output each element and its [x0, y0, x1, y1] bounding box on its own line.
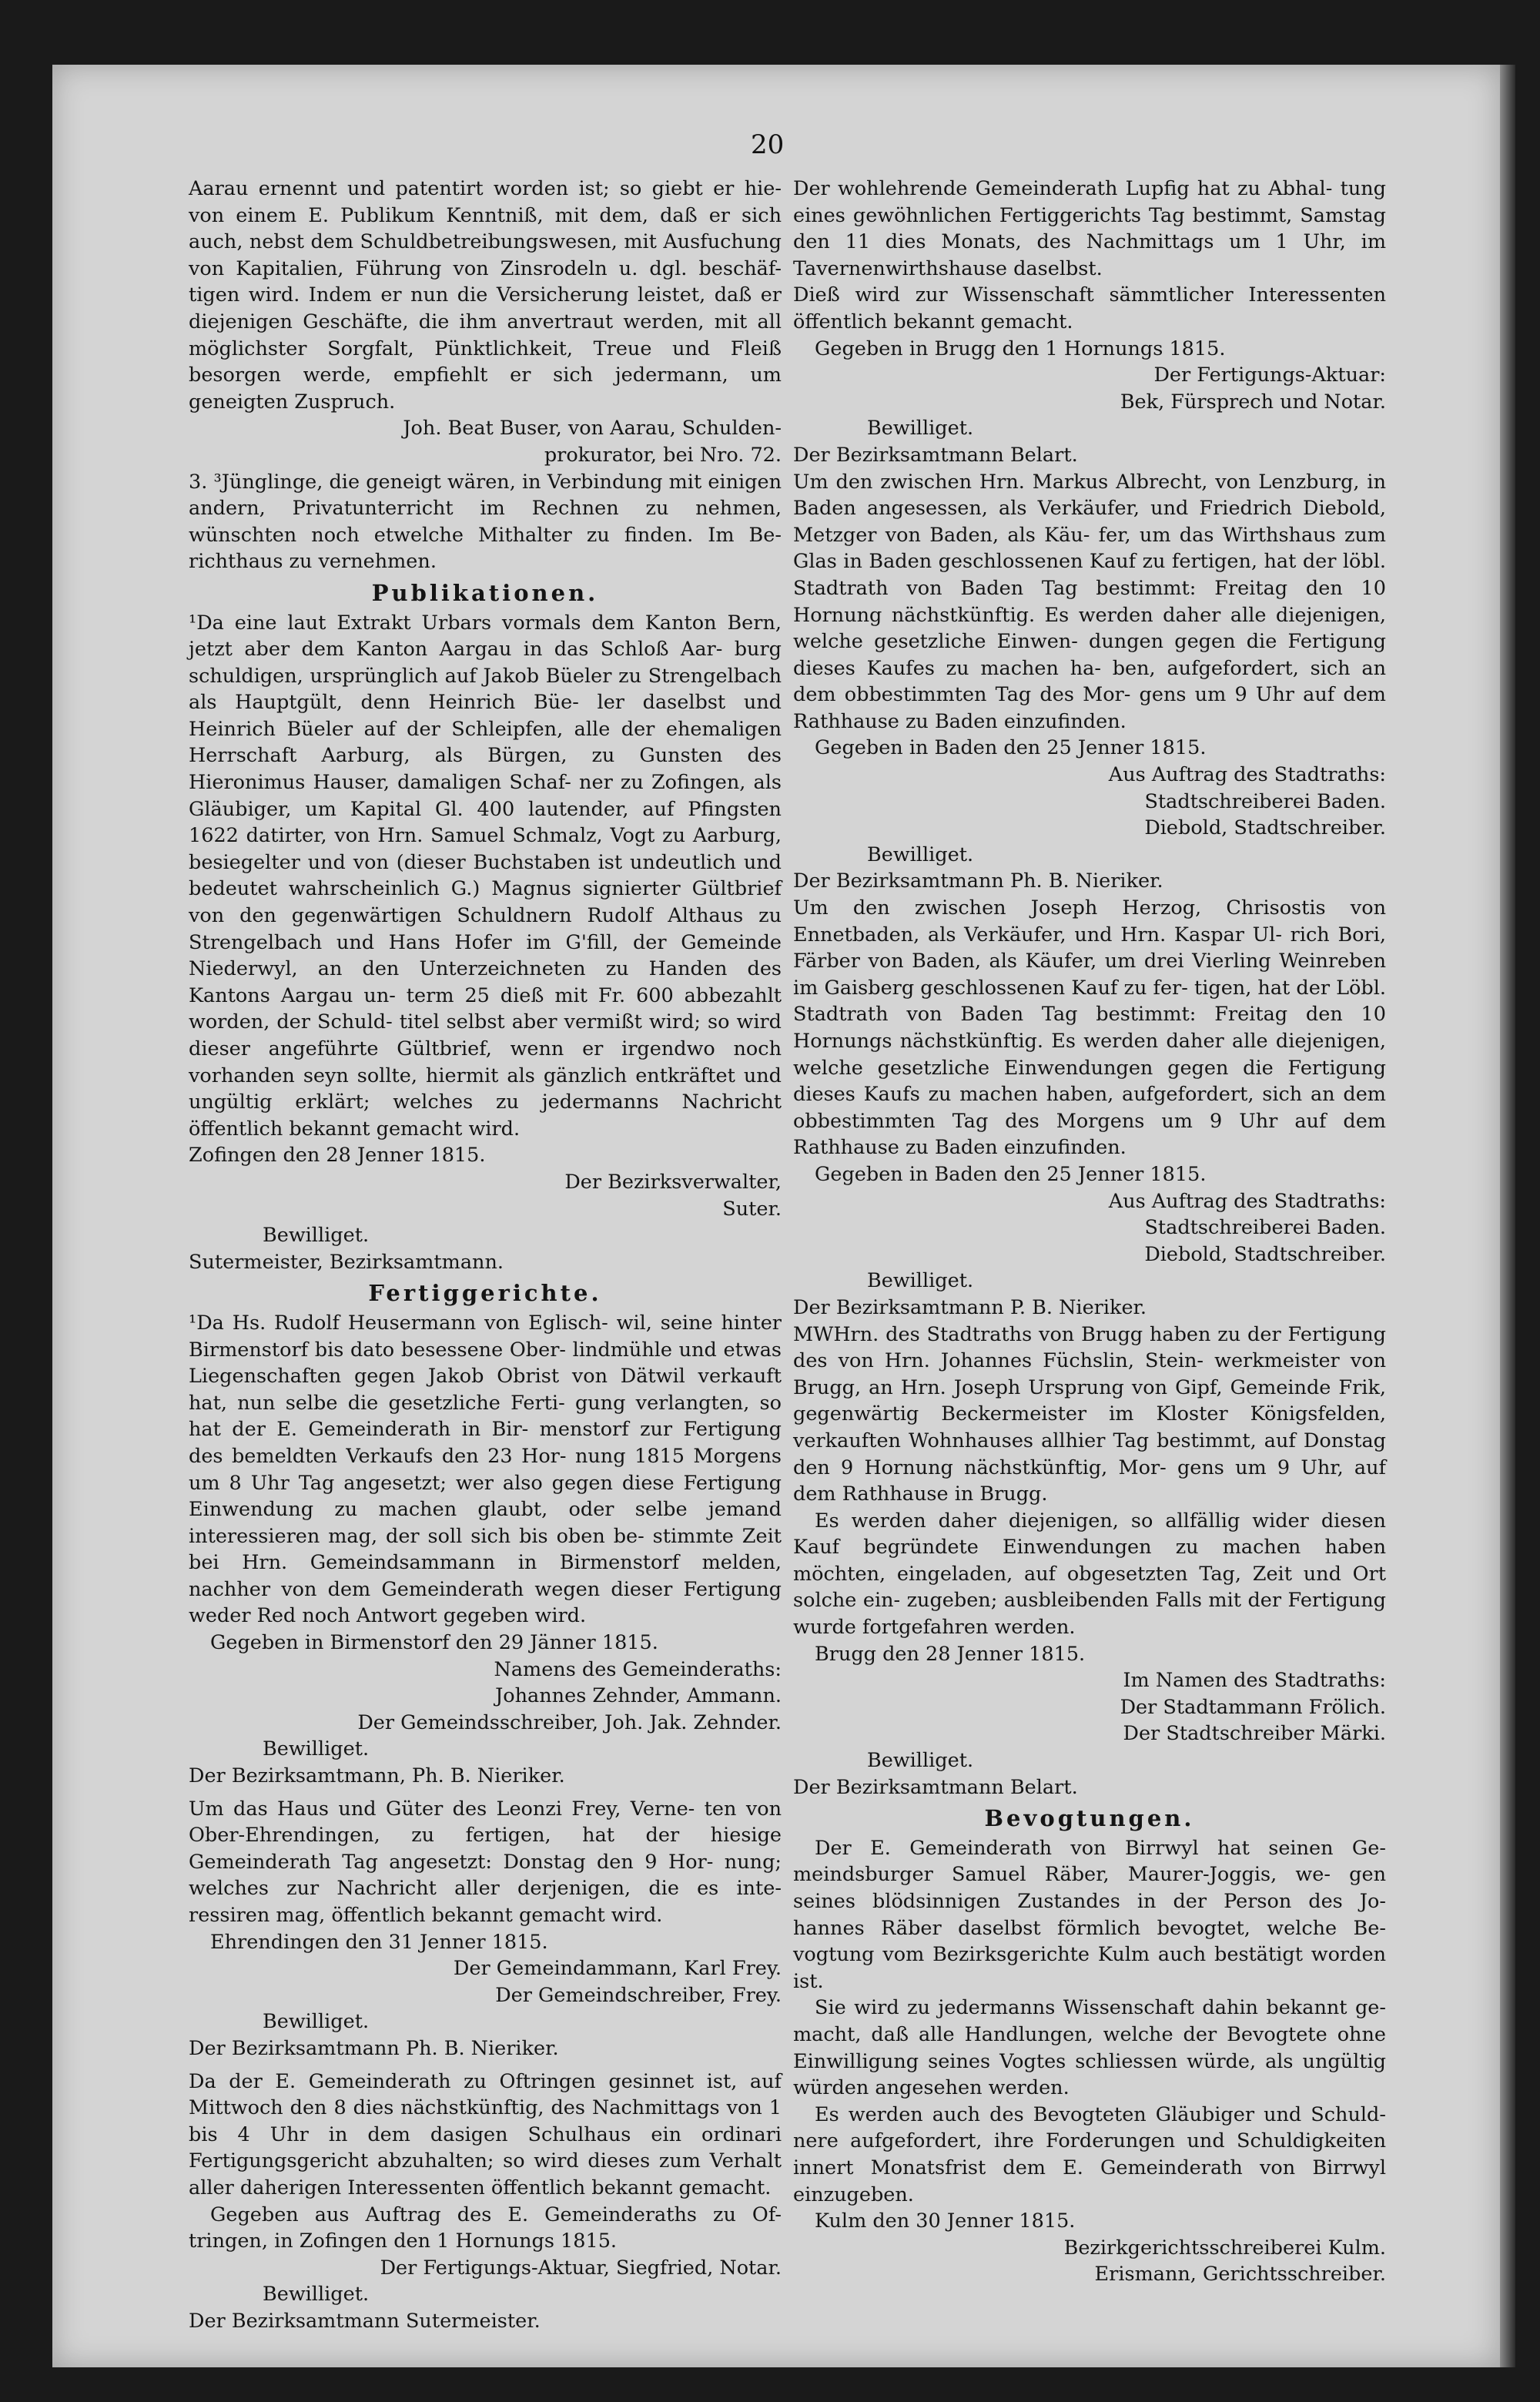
paragraph: MWHrn. des Stadtraths von Brugg haben zu der Fertigung des von Hrn. Johannes Füchslin, Stein- werkmeister von Brugg, an Hrn. Joseph Ursprung von Gipf, Gemeinde Frik, gegenwärtig Beckermeister im Kloster Königsfelden, verkauften Wohnhauses allhier Tag bestimmt, auf Donstag den 9 Hornung nächstkünftig, Mor- gens um 9 Uhr, auf dem Rathhause in Brugg. [793, 1322, 1386, 1506]
signature-line: Aus Auftrag des Stadtraths: [1108, 763, 1386, 787]
paragraph: Um das Haus und Güter des Leonzi Frey, Verne- ten von Ober-Ehrendingen, zu fertigen, hat der hiesige Gemeinderath Tag angesetzt: Donstag den 9 Hor- nung; welches zur Nachricht aller derjenigen, die es inte- ressiren mag, öffentlich bekannt gemacht wird. [189, 1797, 782, 1927]
signature-line: Der Fertigungs-Aktuar, Siegfried, Notar. [380, 2256, 782, 2280]
approval-line: Bewilliget. [867, 1269, 974, 1293]
paragraph: Gegeben in Brugg den 1 Hornungs 1815. [815, 337, 1226, 360]
paragraph: Gegeben aus Auftrag des E. Gemeinderaths zu Of- tringen, in Zofingen den 1 Hornungs 1815. [189, 2203, 782, 2253]
paragraph: Brugg den 28 Jenner 1815. [815, 1642, 1086, 1666]
spacer [189, 1790, 782, 1796]
paragraph: ¹Da Hs. Rudolf Heusermann von Eglisch- wil, seine hinter Birmenstorf bis dato besessene Ober- lindmühle und etwas Liegenschaften gegen Jakob Obrist von Dätwil verkauft hat, nun selbe die gesetzliche Ferti- gung verlangten, so hat der E. Gemeinderath in Bir- menstorf zur Fertigung des bemeldten Verkaufs den 23 Hor- nung 1815 Morgens um 8 Uhr Tag angesetzt; wer also gegen diese Fertigung Einwendung zu machen glaubt, oder selbe jemand interessieren mag, der soll sich bis oben be- stimmte Zeit bei Hrn. Gemeindsammann in Birmenstorf melden, nachher von dem Gemeinderath wegen dieser Fertigung weder Red noch Antwort gegeben wird. [189, 1311, 782, 1628]
paragraph: Ehrendingen den 31 Jenner 1815. [210, 1930, 548, 1954]
signature-line: Johannes Zehnder, Ammann. [495, 1684, 782, 1708]
signature-line: Der Gemeindammann, Karl Frey. [453, 1957, 782, 1981]
approval-line: Bewilliget. [867, 1749, 974, 1773]
signature-line: Im Namen des Stadtraths: [1123, 1669, 1386, 1693]
paragraph: Es werden auch des Bevogteten Gläubiger und Schuld- nere aufgefordert, ihre Forderungen und Schuldigkeiten innert Monatsfrist dem E. Gemeinderath von Birrwyl einzugeben. [793, 2102, 1386, 2206]
paragraph: Zofingen den 28 Jenner 1815. [189, 1144, 486, 1167]
page-edge-shadow [1500, 65, 1515, 2367]
signature-line: Der Bezirksverwalter, [564, 1170, 782, 1194]
signature-line: Der Stadtammann Frölich. [1120, 1695, 1386, 1719]
approval-line: Bewilliget. [263, 1737, 370, 1761]
paragraph: Gegeben in Baden den 25 Jenner 1815. [815, 736, 1207, 760]
signature-line: Stadtschreiberei Baden. [1144, 1216, 1386, 1240]
paragraph: Der Bezirksamtmann Belart. [793, 443, 1078, 467]
approval-line: Bewilliget. [263, 1224, 370, 1248]
left-column [189, 176, 782, 2335]
approval-line: Bewilliget. [867, 417, 974, 441]
signature-line: Bek, Fürsprech und Notar. [1120, 390, 1386, 414]
signature-line: Der Gemeindsschreiber, Joh. Jak. Zehnder. [357, 1710, 782, 1734]
paragraph: Der Bezirksamtmann Belart. [793, 1775, 1078, 1799]
paragraph: Um den zwischen Joseph Herzog, Chrisostis von Ennetbaden, als Verkäufer, und Hrn. Kaspar Ul- rich Bori, Färber von Baden, als Käufer, um drei Vierling Weinreben im Gaisberg geschlossenen Kauf zu fer- tigen, hat der Löbl. Stadtrath von Baden Tag bestimmt: Freitag den 10 Hornungs nächstkünftig. Es werden daher alle diejenigen, welche gesetzliche Einwendungen gegen die Fertigung dieses Kaufs zu machen haben, aufgefordert, sich an dem obbestimmten Tag des Morgens um 9 Uhr auf dem Rathhause zu Baden einzufinden. [793, 896, 1386, 1160]
paragraph: Der E. Gemeinderath von Birrwyl hat seinen Ge- meindsburger Samuel Räber, Maurer-Joggis, we- gen seines blödsinnigen Zustandes in der Person des Jo- hannes Räber daselbst förmlich bevogtet, welche Be- vogtung vom Bezirksgerichte Kulm auch bestätigt worden ist. [793, 1836, 1386, 1993]
paragraph: Gegeben in Birmenstorf den 29 Jänner 1815. [210, 1631, 658, 1655]
signature-line: Joh. Beat Buser, von Aarau, Schulden- [403, 417, 782, 441]
paragraph: 3. ³Jünglinge, die geneigt wären, in Verbindung mit einigen andern, Privatunterricht im Rechnen zu nehmen, wünschten noch etwelche Mithalter zu finden. Im Be- richthaus zu vernehmen. [189, 470, 782, 574]
paragraph: Aarau ernennt und patentirt worden ist; so giebt er hie- von einem E. Publikum Kenntniß, mit dem, daß er sich auch, nebst dem Schuldbetreibungswesen, mit Ausfuchung von Kapitalien, Führung von Zinsrodeln u. dgl. beschäf- tigen wird. Indem er nun die Versicherung leistet, daß er diejenigen Geschäfte, die ihm anvertraut werden, mit all möglichster Sorgfalt, Pünktlichkeit, Treue und Fleiß besorgen werde, empfiehlt er sich jedermann, um geneigten Zuspruch. [189, 177, 782, 414]
paragraph: Der Bezirksamtmann P. B. Nieriker. [793, 1295, 1147, 1319]
paragraph: Der Bezirksamtmann Ph. B. Nieriker. [793, 869, 1163, 893]
paragraph: Dieß wird zur Wissenschaft sämmtlicher Interessenten öffentlich bekannt gemacht. [793, 283, 1386, 333]
paragraph: Um den zwischen Hrn. Markus Albrecht, von Lenzburg, in Baden angesessen, als Verkäufer, und Friedrich Diebold, Metzger von Baden, als Käu- fer, um das Wirthshaus zum Glas in Baden geschlossenen Kauf zu fertigen, hat der löbl. Stadtrath von Baden Tag bestimmt: Freitag den 10 Hornung nächstkünftig. Es werden daher alle diejenigen, welche gesetzliche Einwen- dungen gegen die Fertigung dieses Kaufes zu machen ha- ben, aufgefordert, sich an dem obbestimmten Tag des Mor- gens um 9 Uhr auf dem Rathhause zu Baden einzufinden. [793, 470, 1386, 733]
section-heading: Publikationen. [371, 579, 599, 606]
paragraph: Da der E. Gemeinderath zu Oftringen gesinnet ist, auf Mittwoch den 8 dies nächstkünftig, des Nachmittags von 1 bis 4 Uhr in dem dasigen Schulhaus ein ordinari Fertigungsgericht abzuhalten; so wird dieses zum Verhalt aller daherigen Interessenten öffentlich bekannt gemacht. [189, 2069, 782, 2199]
paragraph: Kulm den 30 Jenner 1815. [815, 2209, 1076, 2233]
signature-line: Der Gemeindschreiber, Frey. [495, 1983, 782, 2007]
signature-line: Der Stadtschreiber Märki. [1123, 1722, 1386, 1746]
paragraph: Gegeben in Baden den 25 Jenner 1815. [815, 1162, 1207, 1186]
signature-line: Diebold, Stadtschreiber. [1144, 816, 1386, 840]
paragraph: ¹Da eine laut Extrakt Urbars vormals dem Kanton Bern, jetzt aber dem Kanton Aargau in das Schloß Aar- burg schuldigen, ursprünglich auf Jakob Büeler zu Strengelbach als Hauptgült, denn Heinrich Büe- ler daselbst und Heinrich Büeler auf der Schleipfen, alle der ehemaligen Herrschaft Aarburg, als Bürgen, zu Gunsten des Hieronimus Hauser, damaligen Schaf- ner zu Zofingen, als Gläubiger, um Kapital Gl. 400 lautender, auf Pfingsten 1622 datirter, von Hrn. Samuel Schmalz, Vogt zu Aarburg, besiegelter und von (dieser Buchstaben ist undeutlich und bedeutet wahrscheinlich G.) Magnus signierter Gültbrief von den gegenwärtigen Schuldnern Rudolf Althaus zu Strengelbach und Hans Hofer im G'fill, der Gemeinde Niederwyl, an den Unterzeichneten zu Handen des Kantons Aargau un- term 25 dieß mit Fr. 600 abbezahlt worden, der Schuld- titel selbst aber vermißt wird; so wird dieser angeführte Gültbrief, wenn er irgendwo noch vorhanden seyn sollte, hiermit als gänzlich entkräftet und ungültig erklärt; welches zu jedermanns Nachricht öffentlich bekannt gemacht wird. [189, 611, 782, 1141]
signature-line: Suter. [722, 1197, 782, 1221]
paragraph: Der Bezirksamtmann Sutermeister. [189, 2309, 541, 2333]
signature-line: Bezirkgerichtsschreiberei Kulm. [1063, 2236, 1386, 2260]
spacer [189, 2062, 782, 2069]
signature-line: Stadtschreiberei Baden. [1144, 789, 1386, 813]
section-heading: Fertiggerichte. [368, 1280, 602, 1307]
signature-line: Diebold, Stadtschreiber. [1144, 1242, 1386, 1266]
signature-line: Erismann, Gerichtsschreiber. [1094, 2263, 1386, 2286]
signature-line: Der Fertigungs-Aktuar: [1153, 363, 1386, 387]
page-number: 20 [751, 129, 785, 160]
approval-line: Bewilliget. [263, 2010, 370, 2034]
right-column [793, 176, 1386, 2288]
paragraph: Es werden daher diejenigen, so allfällig wider diesen Kauf begründete Einwendungen zu machen haben möchten, eingeladen, auf obgesetzten Tag, Zeit und Ort solche ein- zugeben; ausbleibenden Falls mit der Fertigung wurde fortgefahren werden. [793, 1509, 1386, 1640]
paragraph: Der wohlehrende Gemeinderath Lupfig hat zu Abhal- tung eines gewöhnlichen Fertiggerichts Tag bestimmt, Samstag den 11 dies Monats, des Nachmittags um 1 Uhr, im Tavernenwirthshause daselbst. [793, 177, 1386, 280]
paragraph: Der Bezirksamtmann, Ph. B. Nieriker. [189, 1764, 565, 1788]
approval-line: Bewilliget. [867, 843, 974, 866]
section-heading: Bevogtungen. [984, 1805, 1195, 1832]
signature-line: Namens des Gemeinderaths: [494, 1657, 782, 1681]
signature-line: Aus Auftrag des Stadtraths: [1108, 1189, 1386, 1213]
approval-line: Bewilliget. [263, 2283, 370, 2307]
paragraph: Sutermeister, Bezirksamtmann. [189, 1250, 504, 1274]
signature-line: prokurator, bei Nro. 72. [544, 443, 782, 467]
paragraph: Der Bezirksamtmann Ph. B. Nieriker. [189, 2036, 559, 2060]
paragraph: Sie wird zu jedermanns Wissenschaft dahin bekannt ge- macht, daß alle Handlungen, welche der Bevogtete ohne Einwilligung seines Vogtes schliessen würde, als ungültig würden angesehen werden. [793, 1996, 1386, 2100]
